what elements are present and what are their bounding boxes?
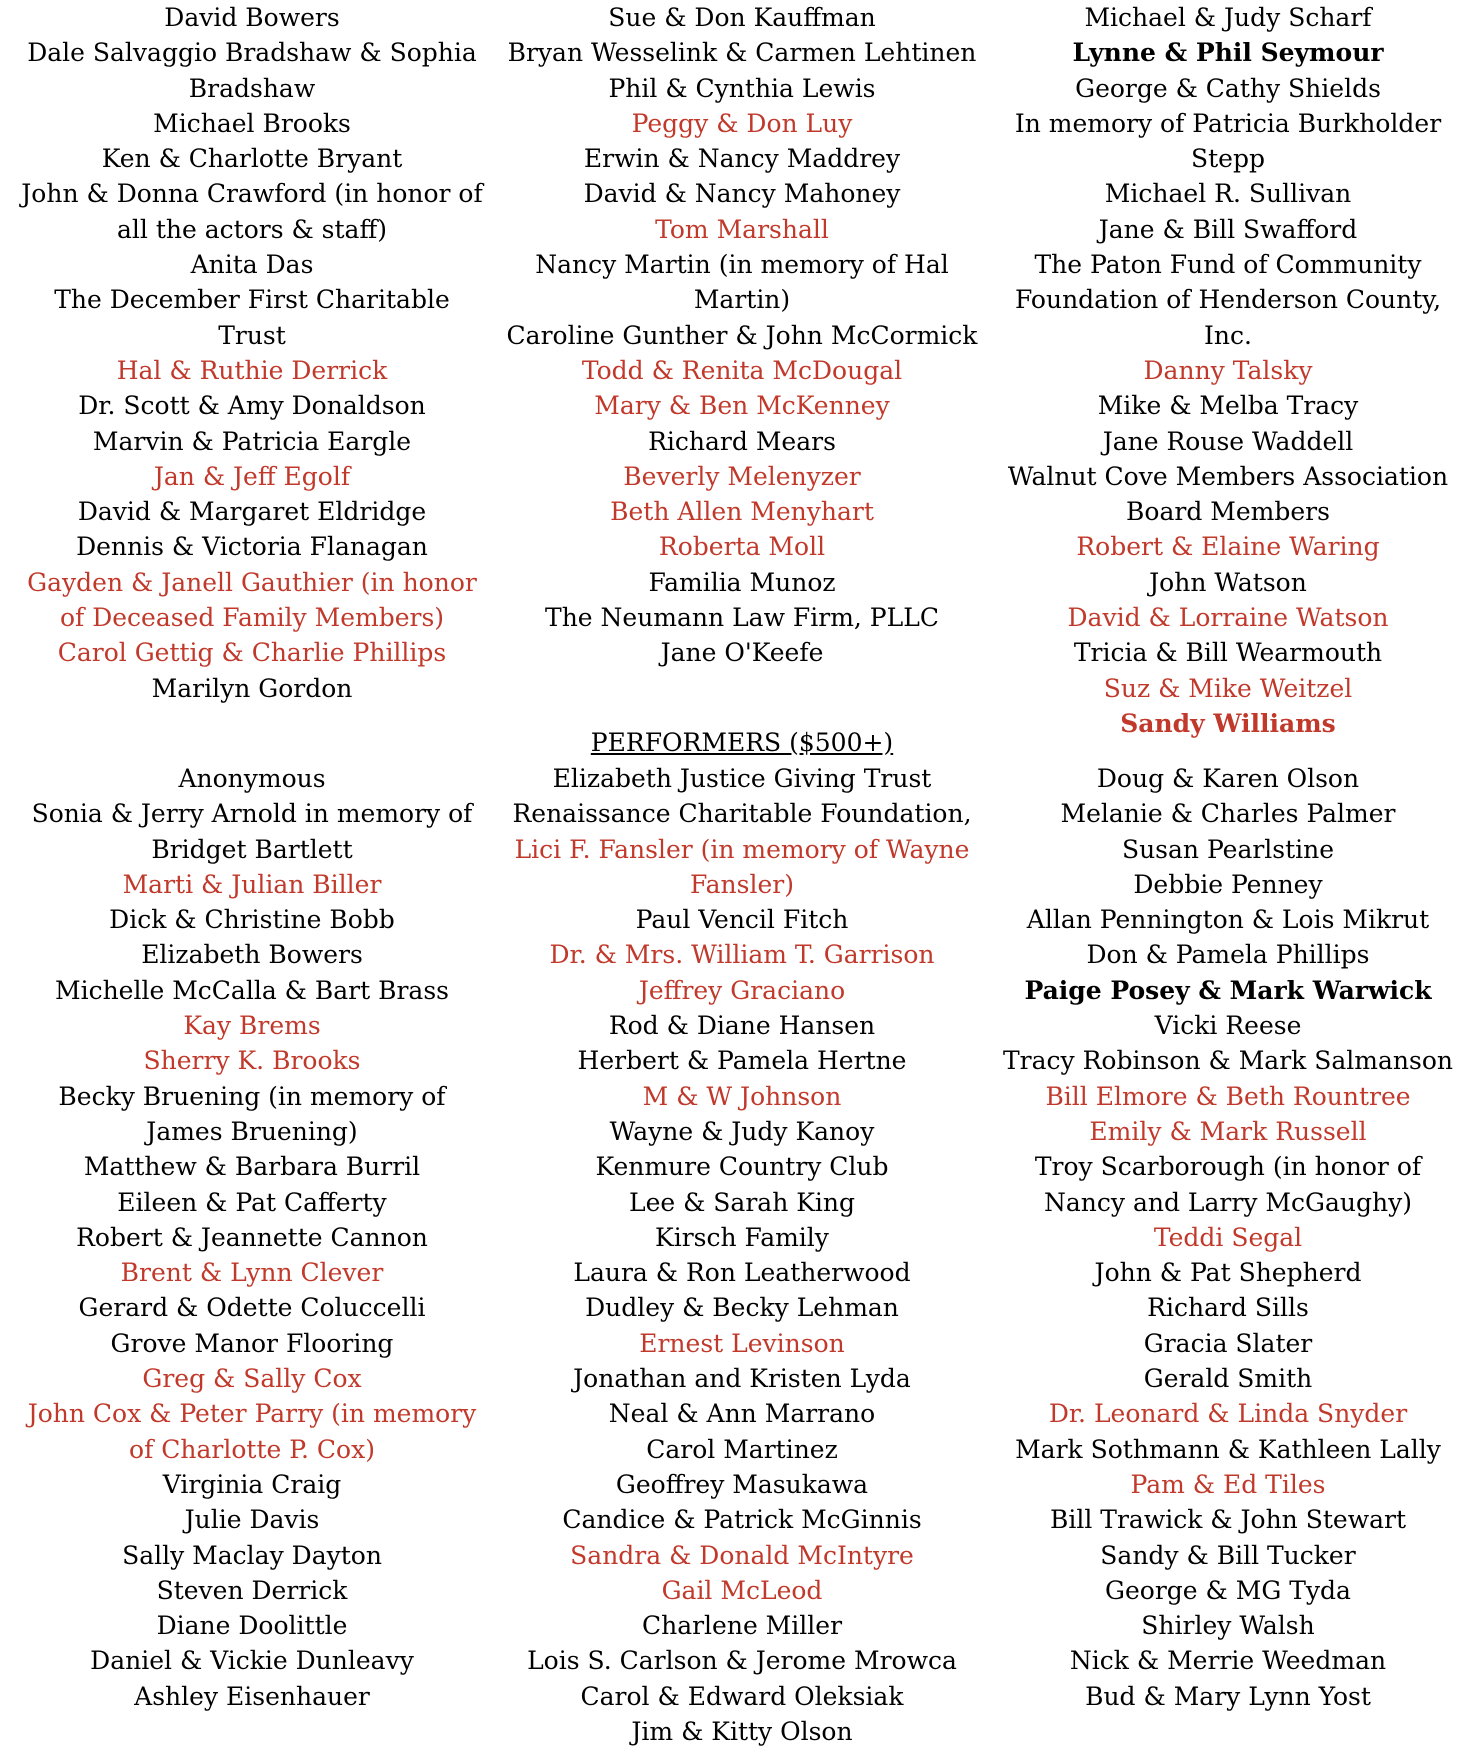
donor-name: Laura & Ron Leatherwood [573,1258,911,1288]
donor-name: Vicki Reese [1154,1011,1302,1041]
donor-name: George & Cathy Shields [1075,73,1381,103]
donor-name: Marti & Julian Biller [122,869,382,899]
donor-name: Tracy Robinson & Mark Salmanson [1003,1046,1453,1076]
donor-name: Ernest Levinson [639,1328,845,1358]
donor-name: Jeffrey Graciano [638,975,846,1005]
donor-name: Gracia Slater [1143,1328,1313,1358]
donor-name: Herbert & Pamela Hertne [577,1046,907,1076]
donor-name: Brent & Lynn Clever [120,1258,384,1288]
donor-name: Rod & Diane Hansen [608,1011,876,1041]
donor-name: Don & Pamela Phillips [1086,940,1370,970]
donor-name: Julie Davis [184,1505,320,1535]
donor-name: Michael Brooks [153,108,351,138]
donor-name: Grove Manor Flooring [110,1328,394,1358]
donor-column-top-right [993,0,1463,741]
section-heading-performers: PERFORMERS ($500+) [590,728,894,757]
donor-name: John & Donna Crawford (in honor of all the actors & staff) [21,179,483,244]
donor-name: Sandra & Donald McIntyre [570,1540,914,1570]
donor-name: Sally Maclay Dayton [122,1540,382,1570]
donor-name: M & W Johnson [642,1081,842,1111]
donor-name: Jane Rouse Waddell [1102,426,1354,456]
donor-name: The Paton Fund of Community Foundation of Henderson County, Inc. [1014,250,1442,350]
donor-name: Michelle McCalla & Bart Brass [54,975,449,1005]
donor-name: Charlene Miller [641,1611,843,1641]
donor-name: Jim & Kitty Olson [631,1717,853,1747]
donor-name: Lee & Sarah King [628,1187,856,1217]
donor-name: Sonia & Jerry Arnold in memory of Bridget Bartlett [31,799,473,864]
donor-name: Daniel & Vickie Dunleavy [90,1646,414,1676]
donor-name: Gerald Smith [1143,1364,1313,1394]
donor-name: Gerard & Odette Coluccelli [78,1293,426,1323]
donor-name: Robert & Jeannette Cannon [76,1222,428,1252]
donor-name: Gail McLeod [661,1575,823,1605]
donor-name: Troy Scarborough (in honor of Nancy and Larry McGaughy) [1034,1152,1422,1217]
donor-name: Emily & Mark Russell [1089,1116,1367,1146]
donor-name: Lois S. Carlson & Jerome Mrowca [527,1646,957,1676]
donor-name: Anita Das [190,250,314,280]
donor-name: Allan Pennington & Lois Mikrut [1026,905,1430,935]
donor-name: The December First Charitable Trust [54,285,450,350]
donor-name: Anonymous [178,764,326,793]
donor-name: Nancy Martin (in memory of Hal Martin) [535,250,949,315]
donor-name: Kenmure Country Club [595,1152,889,1182]
donor-column-bottom-center [505,761,979,1749]
donor-name: Bryan Wesselink & Carmen Lehtinen [507,38,977,68]
donor-name: Marilyn Gordon [151,673,353,703]
donor-name: Dudley & Becky Lehman [585,1293,899,1323]
donor-name: Michael R. Sullivan [1104,179,1352,209]
donor-name: Renaissance Charitable Foundation, [512,799,972,829]
donor-name: Kay Brems [183,1011,321,1041]
donor-column-top-left [17,0,487,706]
donor-name: John Cox & Peter Parry (in memory of Charlotte P. Cox) [27,1399,477,1464]
donor-name: Melanie & Charles Palmer [1060,799,1396,829]
donor-name: Robert & Elaine Waring [1076,532,1380,562]
donor-name: Greg & Sally Cox [142,1364,362,1394]
donor-name: Candice & Patrick McGinnis [562,1505,922,1535]
donor-column-bottom-left [17,761,487,1714]
donor-name: Dick & Christine Bobb [109,905,395,935]
donor-name: David Bowers [164,3,340,32]
donor-name: Carol & Edward Oleksiak [580,1681,904,1711]
donor-name: Bill Trawick & John Stewart [1049,1505,1407,1535]
donor-name: Lici F. Fansler (in memory of Wayne Fansler) [514,834,970,899]
donor-name: Peggy & Don Luy [631,108,853,138]
donor-name: Marvin & Patricia Eargle [92,426,412,456]
donor-name: David & Nancy Mahoney [583,179,901,209]
donor-name: Hal & Ruthie Derrick [116,355,388,385]
donor-name: Mike & Melba Tracy [1097,391,1359,421]
donor-name: Gayden & Janell Gauthier (in honor of Deceased Family Members) [27,567,477,633]
donor-name: Virginia Craig [162,1469,342,1499]
donor-name: Dennis & Victoria Flanagan [76,532,428,562]
donor-name: Ashley Eisenhauer [134,1681,370,1711]
donor-name: Beth Allen Menyhart [610,497,874,527]
donor-name: Nick & Merrie Weedman [1069,1646,1387,1676]
donor-name: Jonathan and Kristen Lyda [573,1364,911,1394]
donor-name: Sandy & Bill Tucker [1100,1540,1356,1570]
donor-name: Elizabeth Bowers [141,940,363,970]
donor-name: Michael & Judy Scharf [1084,3,1372,32]
donor-name: Dale Salvaggio Bradshaw & Sophia Bradshaw [27,38,477,103]
donor-name: Sandy Williams [1120,708,1336,738]
donor-name: The Neumann Law Firm, PLLC [545,603,939,633]
donor-name: Danny Talsky [1143,355,1313,385]
donor-name: Neal & Ann Marrano [608,1399,876,1429]
donor-name: Paige Posey & Mark Warwick [1024,975,1432,1005]
donor-name: Lynne & Phil Seymour [1072,38,1384,68]
donor-name: Suz & Mike Weitzel [1103,673,1353,703]
donor-name: Mark Sothmann & Kathleen Lally [1015,1434,1441,1464]
donor-name: Richard Mears [648,426,836,456]
donor-name: Dr. Scott & Amy Donaldson [78,391,426,421]
donor-name: Jan & Jeff Egolf [153,461,351,491]
donor-name: Carol Martinez [646,1434,838,1464]
donor-name: Shirley Walsh [1141,1611,1315,1641]
donor-name: John Watson [1149,567,1307,597]
donor-name: Doug & Karen Olson [1096,764,1360,793]
donor-name: George & MG Tyda [1105,1575,1351,1605]
donor-name: Matthew & Barbara Burril [83,1152,421,1182]
donor-name: David & Margaret Eldridge [77,497,427,527]
donor-name: Mary & Ben McKenney [594,391,890,421]
donor-name: Jane O'Keefe [660,638,824,668]
donor-name: Dr. Leonard & Linda Snyder [1048,1399,1408,1429]
donor-name: Becky Bruening (in memory of James Bruening) [58,1081,446,1146]
donor-name: Phil & Cynthia Lewis [608,73,876,103]
donor-name: Paul Vencil Fitch [635,905,849,935]
donor-name: Eileen & Pat Cafferty [117,1187,387,1217]
donor-name: John & Pat Shepherd [1094,1258,1362,1288]
donor-name: Jane & Bill Swafford [1098,214,1358,244]
donor-column-top-center [505,0,979,671]
donor-name: Wayne & Judy Kanoy [609,1116,875,1146]
donor-name: Bud & Mary Lynn Yost [1085,1681,1371,1711]
donor-name: Carol Gettig & Charlie Phillips [57,638,447,668]
donor-name: Beverly Melenyzer [623,461,861,491]
donor-name: Geoffrey Masukawa [615,1469,869,1499]
donor-name: Caroline Gunther & John McCormick [506,320,978,350]
donor-name: Sherry K. Brooks [143,1046,361,1076]
donor-name: Bill Elmore & Beth Rountree [1045,1081,1411,1111]
donor-name: Erwin & Nancy Maddrey [583,144,901,174]
donor-name: Kirsch Family [655,1222,829,1252]
donor-name: Tom Marshall [655,214,829,244]
donor-name: Sue & Don Kauffman [608,3,876,32]
donor-name: Susan Pearlstine [1121,834,1335,864]
donor-column-bottom-right [993,761,1463,1714]
donor-name: Pam & Ed Tiles [1130,1469,1326,1499]
donor-name: Familia Munoz [648,567,836,597]
donor-name: Todd & Renita McDougal [581,355,903,385]
donor-name: Tricia & Bill Wearmouth [1073,638,1383,668]
donor-name: Steven Derrick [156,1575,348,1605]
donor-name: David & Lorraine Watson [1067,603,1389,633]
donor-name: Dr. & Mrs. William T. Garrison [549,940,935,970]
donor-name: In memory of Patricia Burkholder Stepp [1014,108,1442,174]
donor-name: Elizabeth Justice Giving Trust [552,764,932,793]
donor-name: Ken & Charlotte Bryant [101,144,403,174]
donor-name: Diane Doolittle [156,1611,348,1641]
donor-name: Roberta Moll [658,532,826,562]
donor-name: Walnut Cove Members Association Board Members [1007,461,1449,527]
donor-name: Teddi Segal [1153,1222,1303,1252]
donor-name: Richard Sills [1147,1293,1309,1323]
donor-name: Debbie Penney [1133,869,1323,899]
